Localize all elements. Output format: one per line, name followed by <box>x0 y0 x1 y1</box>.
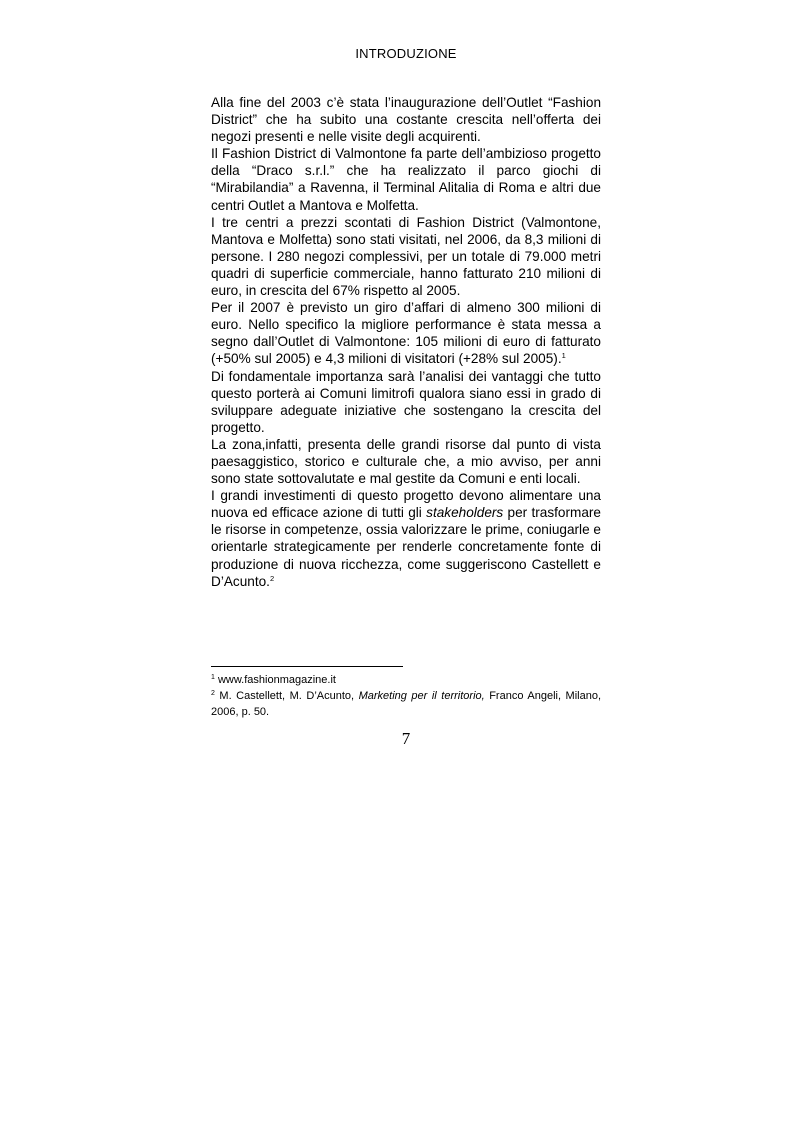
paragraph-outlet-opening: Alla fine del 2003 c’è stata l’inaugurazione dell’Outlet “Fashion District” che ha subito una costante crescita nell’offerta dei negozi presenti e nelle visite degli acquirenti. <box>211 95 601 145</box>
footnote-ref-2[interactable]: 2 <box>269 573 275 583</box>
footnote-ref-1[interactable]: 1 <box>561 351 566 361</box>
footnote-2-text-after: Franco Angeli, Milano, 2006, p. 50. <box>211 690 602 718</box>
footnote-2 <box>211 688 601 720</box>
paragraph-2007-forecast <box>211 299 601 367</box>
paragraph-stakeholders-emphasis: stakeholders <box>426 505 504 521</box>
paragraph-2007-forecast-text: Per il 2007 è previsto un giro d’affari di almeno 300 milioni di euro. Nello specifico la migliore performance è stata messa a segno dall’Outlet di Valmontone: 105 milioni di euro di fatturato (+50% sul 2005) e 4,3 milioni di visitatori (+28% sul 2005). <box>211 300 601 367</box>
page-number: 7 <box>401 729 411 748</box>
running-header: INTRODUZIONE <box>355 46 457 61</box>
body-text <box>211 94 601 590</box>
paragraph-draco-project: Il Fashion District di Valmontone fa parte dell’ambizioso progetto della “Draco s.r.l.” che ha realizzato il parco giochi di “Mirabilandia” a Ravenna, il Terminal Alitalia di Roma e altri due centri Outlet a Mantova e Molfetta. <box>211 146 601 213</box>
paragraph-stakeholders <box>211 487 601 590</box>
paragraph-stakeholders-text-after: per trasformare le risorse in competenze, ossia valorizzare le prime, coniugarle e orientarle strategicamente per renderle concretamente fonte di produzione di nuova ricchezza, come suggeriscono Castellett e D’Acunto. <box>211 505 601 589</box>
paragraph-area-resources: La zona,infatti, presenta delle grandi risorse dal punto di vista paesaggistico, storico e culturale che, a mio avviso, per anni sono state sottovalutate e mal gestite da Comuni e enti locali. <box>211 436 601 487</box>
footnote-2-text-before: M. Castellett, M. D’Acunto, <box>214 690 359 702</box>
footnote-separator <box>211 666 403 667</box>
footnote-2-title: Marketing per il territorio, <box>358 690 485 702</box>
paragraph-municipal-advantages: Di fondamentale importanza sarà l’analisi dei vantaggi che tutto questo porterà ai Comuni limitrofi qualora siano essi in grado di sviluppare adeguate iniziative che sostengano la crescita del progetto. <box>211 368 601 435</box>
footnote-1 <box>211 672 601 688</box>
footnote-marker-2: 2 <box>211 690 215 697</box>
footnote-marker-1: 1 <box>211 674 215 681</box>
footnote-1-text: www.fashionmagazine.it <box>214 674 336 686</box>
paragraph-stakeholders-text-before: I grandi investimenti di questo progetto devono alimentare una nuova ed efficace azione di tutti gli <box>211 488 601 521</box>
footnotes <box>211 672 601 720</box>
paragraph-visitor-figures: I tre centri a prezzi scontati di Fashion District (Valmontone, Mantova e Molfetta) sono stati visitati, nel 2006, da 8,3 milioni di persone. I 280 negozi complessivi, per un totale di 79.000 metri quadri di superficie commerciale, hanno fatturato 210 milioni di euro, in crescita del 67% rispetto al 2005. <box>211 214 601 299</box>
